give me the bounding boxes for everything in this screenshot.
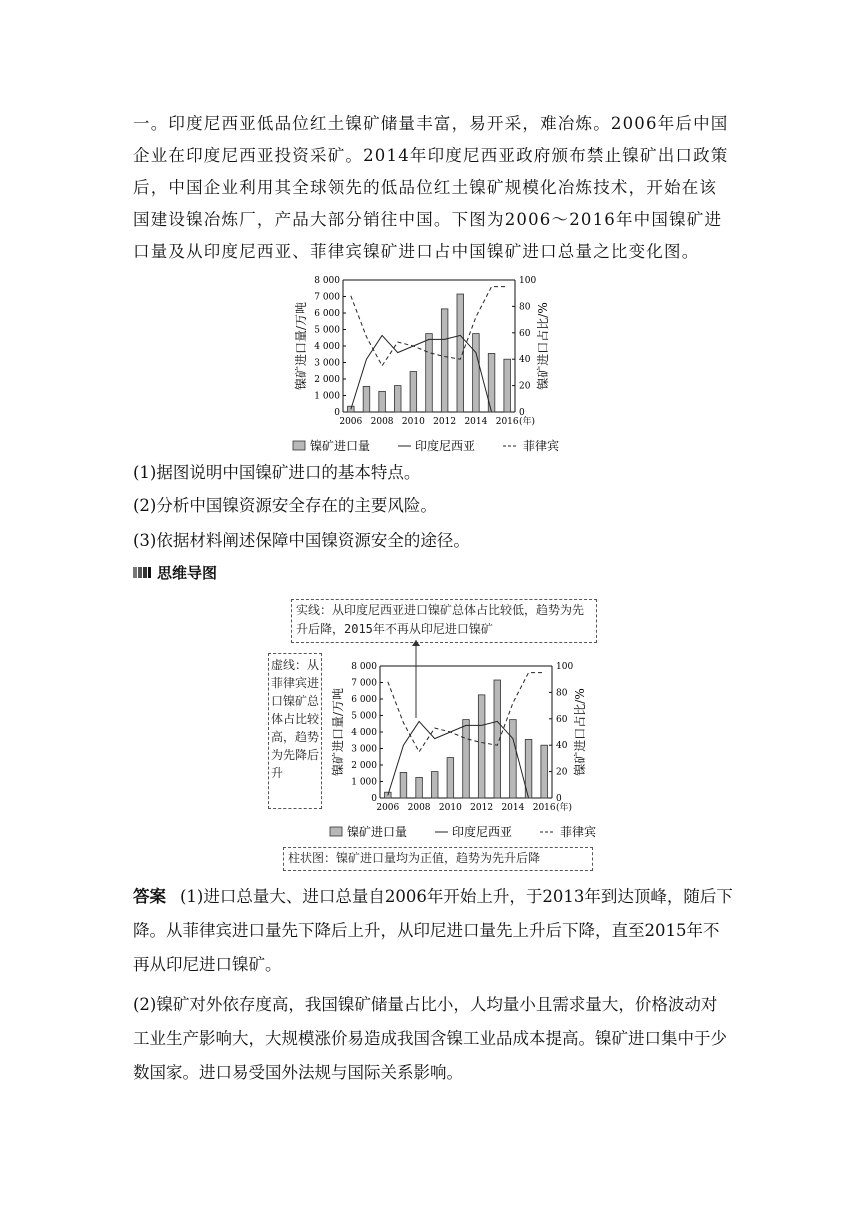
y-tick-label-left: 8 000 [351,662,377,672]
bar-nickel-import [426,334,433,412]
y-tick-label-right: 60 [519,328,531,339]
bar-nickel-import [394,386,401,412]
section-bars-icon [133,567,151,578]
y-tick-label-left: 3 000 [314,358,340,369]
x-tick-label: 2008 [370,417,394,427]
y-tick-label-left: 7 000 [314,292,340,303]
answer-label: 答案 [133,887,166,906]
x-tick-label: 2016 [495,417,519,427]
bar-nickel-import [478,695,485,798]
y-tick-label-right: 0 [519,408,525,418]
x-tick-label: 2012 [470,803,494,813]
dashed-line-note-text: 虚线：从菲律宾进口镍矿总体占比较高，趋势为先降后升 [271,658,320,780]
bar-nickel-import [400,772,407,798]
y-tick-label-left: 4 000 [314,342,340,352]
answer-1 [133,880,733,982]
question-2: (2)分析中国镍资源安全存在的主要风险。 [133,496,437,515]
y-tick-label-right: 80 [519,302,531,313]
solid-line-note-text: 实线：从印度尼西亚进口镍矿总体占比较低，趋势为先升后降，2015年不再从印尼进口镍矿 [296,603,585,636]
legend-swatch-bar [293,441,305,450]
y-tick-label-left: 5 000 [351,711,377,722]
legend-label-indonesia: 印度尼西亚 [415,439,476,453]
y-tick-label-left: 4 000 [351,728,377,738]
line-indonesia-share [388,721,529,798]
y-tick-label-left: 6 000 [314,309,340,319]
y-tick-label-right: 80 [556,688,568,699]
bar-nickel-import [431,772,438,798]
mindmap-chart [322,640,612,840]
y-tick-label-left: 0 [371,794,377,804]
answer-1-text: (1)进口总量大、进口总量自2006年开始上升，于2013年到达顶峰，随后下降。从菲律宾进口量先下降后上升，从印尼进口量先上升后下降，直至2015年不再从印尼进口镍矿。 [133,887,733,974]
question-1: (1)据图说明中国镍矿进口的基本特点。 [133,463,421,482]
intro-paragraph: 一。印度尼西亚低品位红土镍矿储量丰富，易开采，难冶炼。2006年后中国企业在印度尼西亚投资采矿。2014年印度尼西亚政府颁布禁止镍矿出口政策后，中国企业利用其全球领先的低品位红土镍矿规模化冶炼技术，开始在该国建设镍冶炼厂，产品大部分销往中国。下图为2006～2016年中国镍矿进口量及从印度尼西亚、菲律宾镍矿进口占中国镍矿进口总量之比变化图。 [133,114,729,261]
y-tick-label-left: 6 000 [351,695,377,705]
y-axis-title-right: 镍矿进口占比/% [536,302,550,390]
line-indonesia-share [351,335,492,412]
x-unit-label: (年) [519,417,536,427]
y-tick-label-right: 100 [519,276,537,286]
bar-nickel-import [379,391,386,412]
x-tick-label: 2010 [401,417,425,427]
x-unit-label: (年) [556,803,573,813]
y-tick-label-left: 3 000 [351,744,377,755]
y-tick-label-right: 20 [556,767,568,778]
x-tick-label: 2014 [501,803,525,813]
legend-label-bar: 镍矿进口量 [310,439,371,453]
bar-nickel-import [441,309,448,412]
legend-label-philippines: 菲律宾 [523,439,560,453]
bar-nickel-import [473,334,480,412]
solid-line-note [291,599,597,643]
y-tick-label-right: 100 [556,662,574,672]
bar-nickel-import [416,777,423,798]
mindmap-heading-text: 思维导图 [157,564,218,582]
x-tick-label: 2012 [433,417,457,427]
bar-nickel-import [463,720,470,798]
x-tick-label: 2014 [464,417,488,427]
bar-nickel-import [541,745,548,798]
y-axis-title-left: 镍矿进口量/万吨 [294,301,308,391]
x-tick-label: 2010 [438,803,462,813]
y-tick-label-left: 5 000 [314,325,340,336]
arrow-up-icon [412,640,420,646]
y-tick-label-left: 8 000 [314,276,340,286]
legend-label-bar: 镍矿进口量 [347,825,408,839]
legend-label-philippines: 菲律宾 [560,825,597,839]
bar-nickel-import [363,386,370,412]
bar-chart-note-text: 柱状图：镍矿进口量均为正值，趋势为先升后降 [288,851,541,865]
y-axis-title-left: 镍矿进口量/万吨 [331,687,345,777]
question-3: (3)依据材料阐述保障中国镍资源安全的途径。 [133,531,470,550]
mindmap-heading [133,562,217,583]
y-tick-label-left: 2 000 [351,761,377,771]
x-tick-label: 2016 [532,803,556,813]
legend-swatch-bar [330,827,342,836]
y-tick-label-left: 0 [334,408,340,418]
y-tick-label-right: 40 [519,355,531,366]
y-tick-label-left: 7 000 [351,678,377,689]
y-tick-label-right: 20 [519,381,531,392]
y-tick-label-right: 60 [556,714,568,725]
y-tick-label-right: 0 [556,794,562,804]
bar-chart-note [283,847,593,871]
x-tick-label: 2006 [376,803,400,813]
y-axis-title-right: 镍矿进口占比/% [573,688,587,776]
legend-label-indonesia: 印度尼西亚 [452,825,513,839]
x-tick-label: 2008 [407,803,431,813]
bar-nickel-import [504,359,511,412]
y-tick-label-left: 1 000 [351,777,377,788]
nickel-import-chart [285,272,595,462]
y-tick-label-left: 1 000 [314,391,340,402]
answer-2: (2)镍矿对外依存度高，我国镍矿储量占比小，人均量小且需求量大，价格波动对工业生产影响大，大规模涨价易造成我国含镍工业品成本提高。镍矿进口集中于少数国家。进口易受国外法规与国际关系影响。 [133,995,727,1082]
bar-nickel-import [410,372,417,412]
y-tick-label-right: 40 [556,741,568,752]
y-tick-label-left: 2 000 [314,375,340,385]
bar-nickel-import [447,758,454,798]
dashed-line-note [268,653,322,809]
x-tick-label: 2006 [339,417,363,427]
bar-nickel-import [510,720,517,798]
